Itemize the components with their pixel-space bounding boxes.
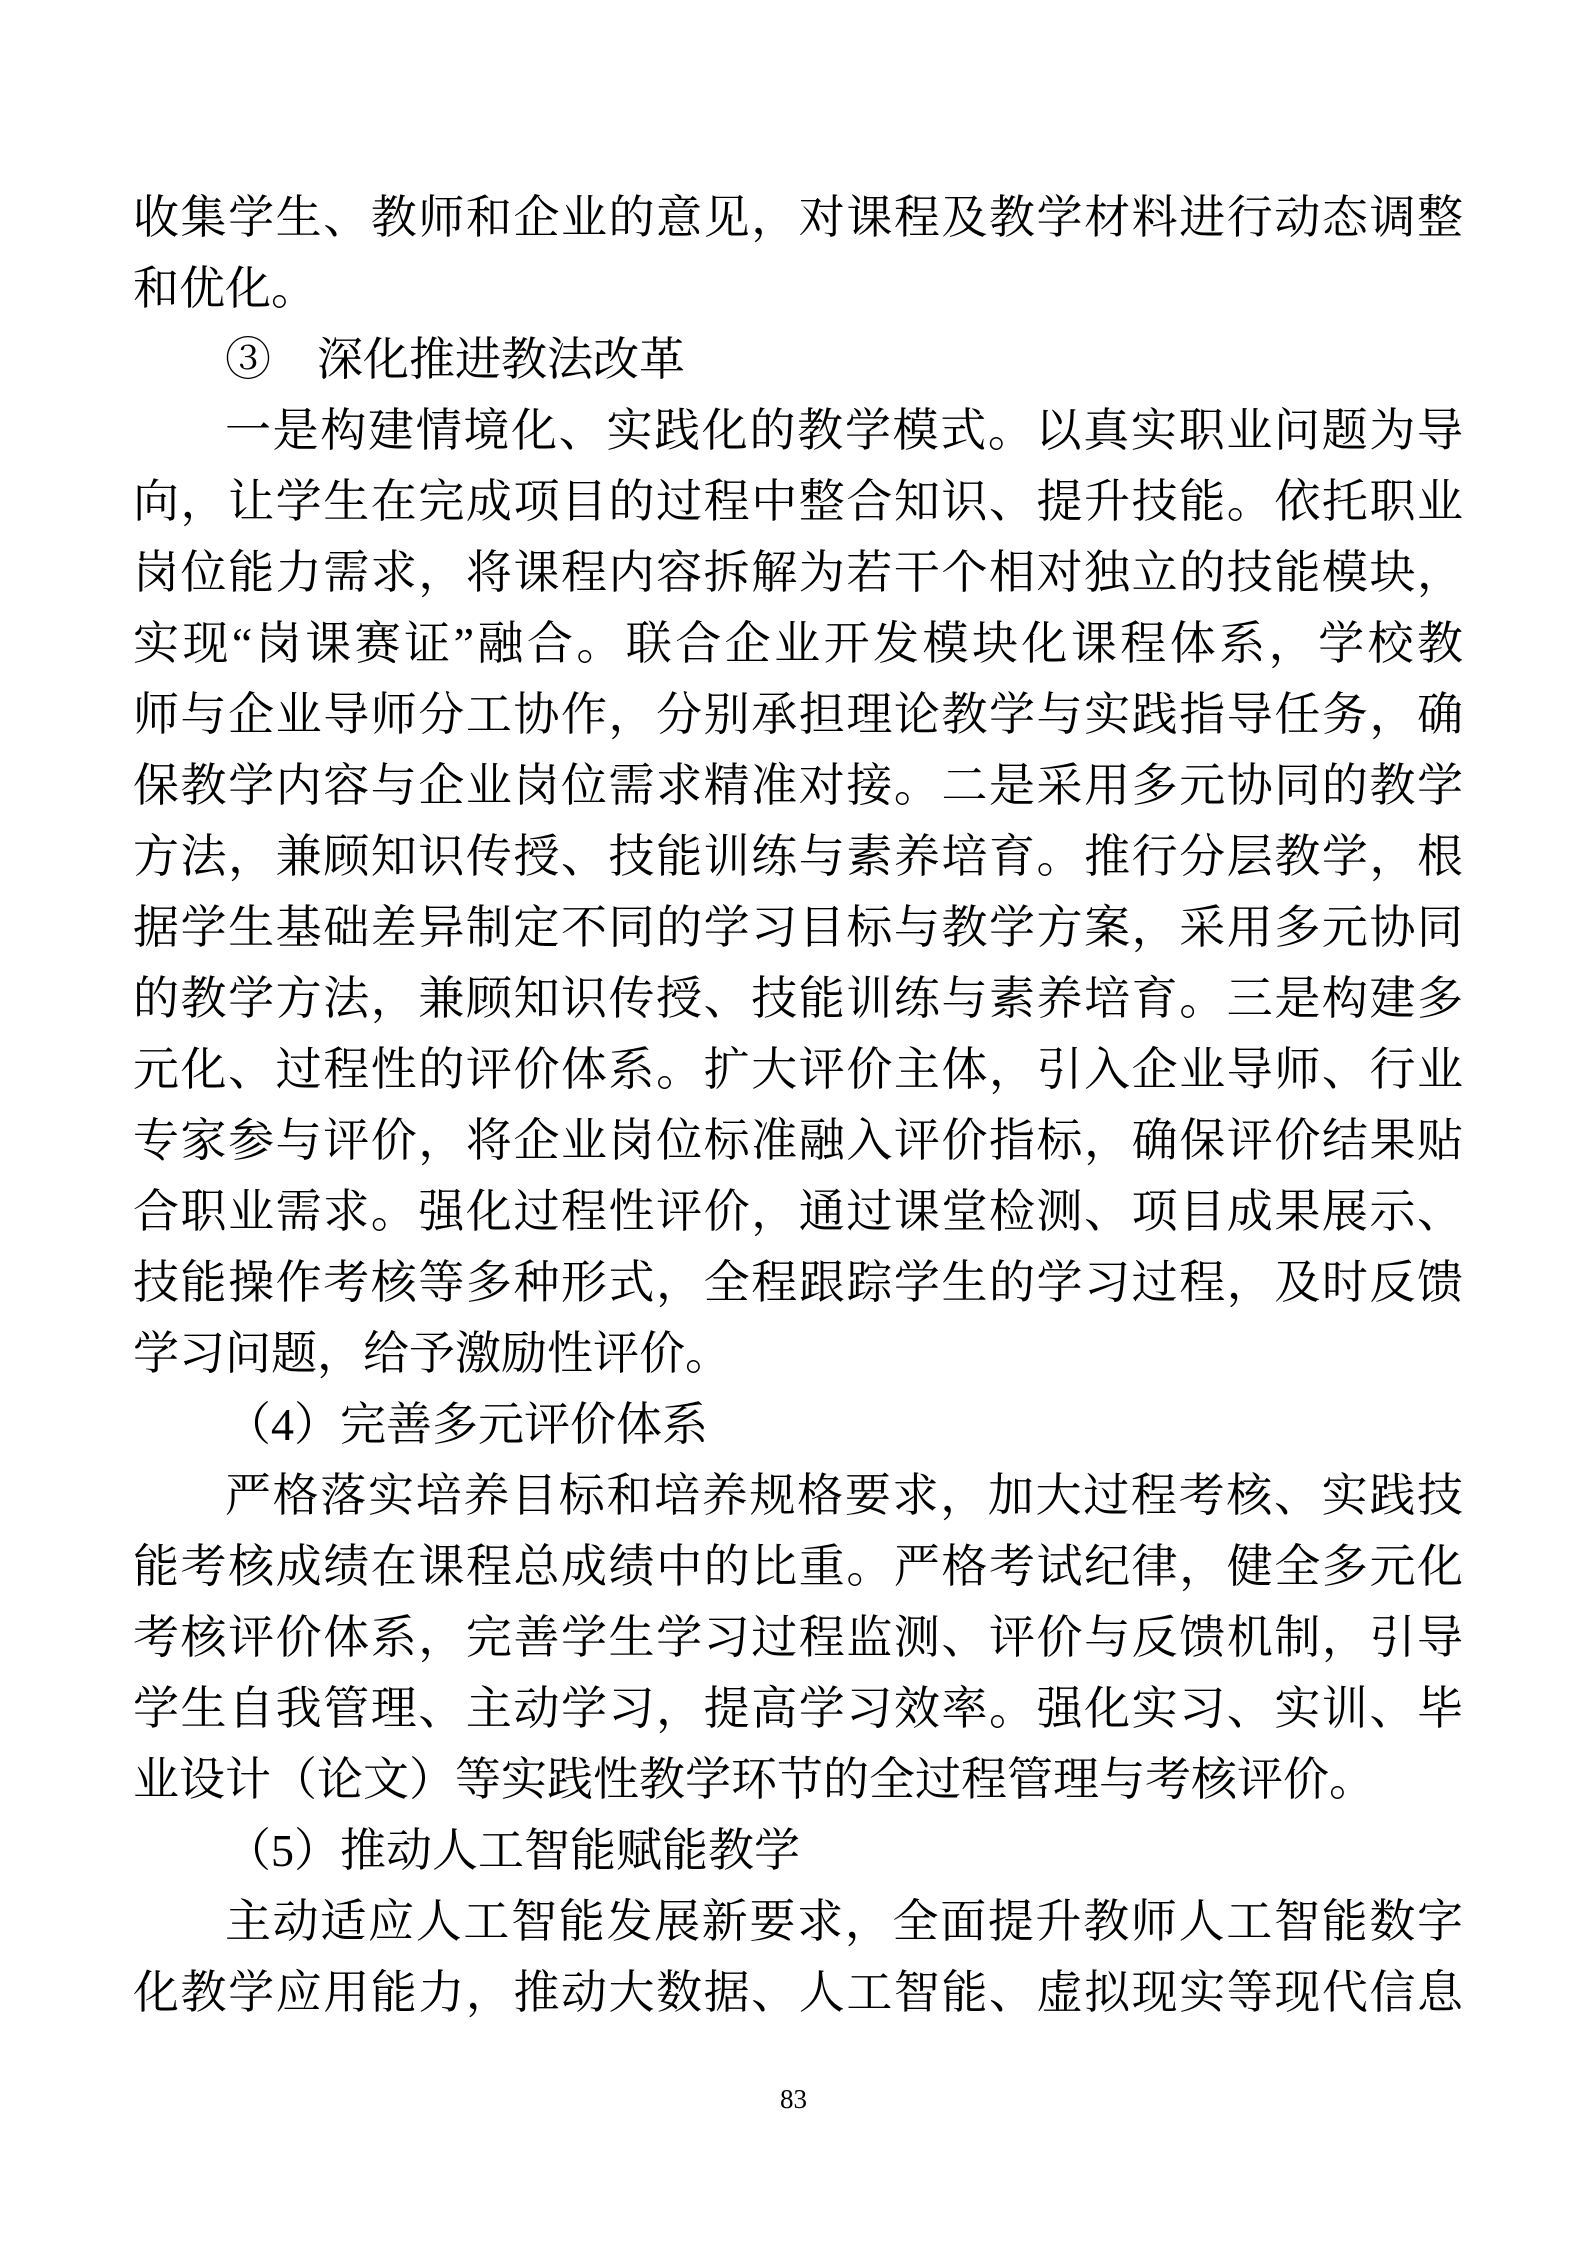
text-line: 和优化。 (133, 263, 317, 314)
paragraph (133, 1886, 1463, 2028)
subsection-heading (133, 324, 1463, 395)
text-line: 岗位能力需求，将课程内容拆解为若干个相对独立的技能模块， (133, 547, 1463, 598)
text-line: （4）完善多元评价体系 (225, 1399, 708, 1450)
text-line: 的教学方法，兼顾知识传授、技能训练与素养培育。三是构建多 (133, 973, 1463, 1024)
page-number: 83 (780, 2084, 807, 2114)
text-line: 向，让学生在完成项目的过程中整合知识、提升技能。依托职业 (133, 476, 1463, 527)
text-line: 据学生基础差异制定不同的学习目标与教学方案，采用多元协同 (133, 902, 1463, 953)
text-line: 方法，兼顾知识传授、技能训练与素养培育。推行分层教学，根 (133, 831, 1463, 882)
subsection-heading (133, 1389, 1463, 1460)
text-line: 一是构建情境化、实践化的教学模式。以真实职业问题为导 (225, 405, 1463, 456)
paragraph (133, 182, 1463, 324)
text-line: 学习问题，给予激励性评价。 (133, 1328, 731, 1379)
text-line: 能考核成绩在课程总成绩中的比重。严格考试纪律，健全多元化 (133, 1541, 1463, 1592)
text-line: 业设计（论文）等实践性教学环节的全过程管理与考核评价。 (133, 1754, 1375, 1805)
text-line: 专家参与评价，将企业岗位标准融入评价指标，确保评价结果贴 (133, 1115, 1463, 1166)
text-line: 元化、过程性的评价体系。扩大评价主体，引入企业导师、行业 (133, 1044, 1463, 1095)
subsection-heading (133, 1815, 1463, 1886)
text-line: 主动适应人工智能发展新要求，全面提升教师人工智能数字 (225, 1896, 1463, 1947)
text-line: 学生自我管理、主动学习，提高学习效率。强化实习、实训、毕 (133, 1683, 1463, 1734)
text-line: 收集学生、教师和企业的意见，对课程及教学材料进行动态调整 (133, 192, 1463, 243)
paragraph (133, 395, 1463, 1389)
text-line: （5）推动人工智能赋能教学 (225, 1825, 800, 1876)
text-line: 师与企业导师分工协作，分别承担理论教学与实践指导任务，确 (133, 689, 1463, 740)
paragraph (133, 1460, 1463, 1815)
text-line: ③ 深化推进教法改革 (225, 334, 685, 385)
text-line: 合职业需求。强化过程性评价，通过课堂检测、项目成果展示、 (133, 1186, 1463, 1237)
text-line: 实现“岗课赛证”融合。联合企业开发模块化课程体系，学校教 (133, 618, 1463, 669)
text-line: 保教学内容与企业岗位需求精准对接。二是采用多元协同的教学 (133, 760, 1463, 811)
text-line: 技能操作考核等多种形式，全程跟踪学生的学习过程，及时反馈 (133, 1257, 1463, 1308)
document-text-block (133, 182, 1463, 2028)
text-line: 考核评价体系，完善学生学习过程监测、评价与反馈机制，引导 (133, 1612, 1463, 1663)
text-line: 严格落实培养目标和培养规格要求，加大过程考核、实践技 (225, 1470, 1463, 1521)
text-line: 化教学应用能力，推动大数据、人工智能、虚拟现实等现代信息 (133, 1967, 1463, 2018)
